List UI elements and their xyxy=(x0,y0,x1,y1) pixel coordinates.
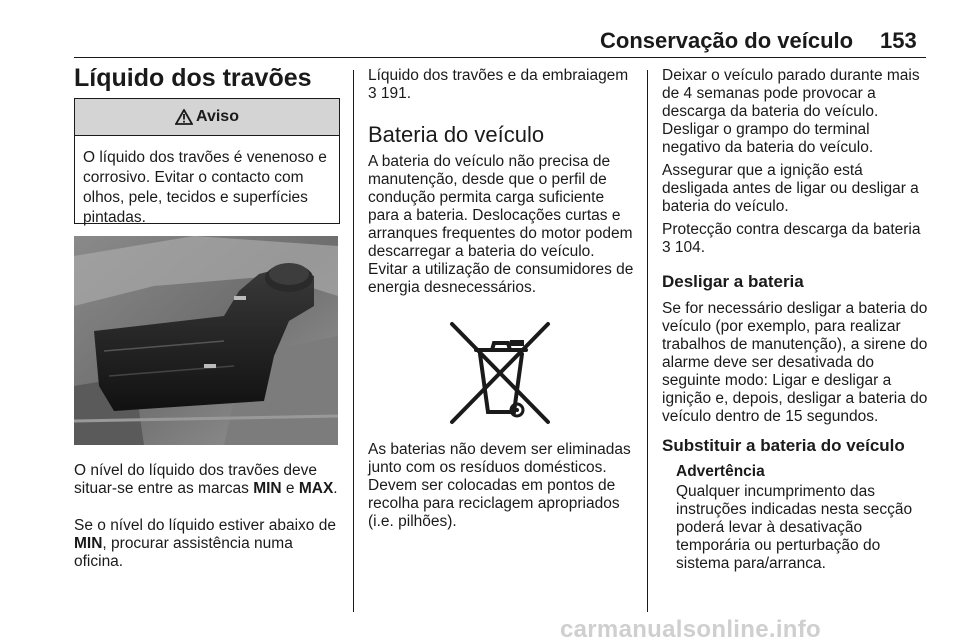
crossed-out-wheelie-bin-icon xyxy=(448,320,554,428)
column-divider xyxy=(647,70,648,612)
page-reference-link[interactable]: 3 191. xyxy=(368,85,412,102)
column-divider xyxy=(353,70,354,612)
watermark: carmanualsonline.info xyxy=(560,616,822,643)
warning-header xyxy=(75,99,339,136)
discharge-protection-paragraph xyxy=(662,221,930,257)
ignition-paragraph: Assegurar que a ignição está desligada antes de ligar ou desligar a bateria do veículo. xyxy=(662,162,919,215)
parked-vehicle-paragraph: Deixar o veículo parado durante mais de 4 semanas pode provocar a descarga da bateria do veículo. Desligar o grampo do terminal negativo da bateria do veículo. xyxy=(662,67,920,156)
disconnect-battery-paragraph: Se for necessário desligar a bateria do veículo (por exemplo, para realizar trabalhos de manutenção), a sirene do alarme deve ser desativada do seguinte modo: Ligar e desligar a ignição e, depois, desligar a bateria do veículo dentro de 15 segundos. xyxy=(662,300,928,425)
text-span: Se o nível do líquido estiver abaixo de xyxy=(74,517,336,534)
min-mark-label: MIN xyxy=(74,535,103,552)
text-span: O nível do líquido dos travões deve situar-se entre as marcas xyxy=(74,462,317,497)
warning-heading: Aviso xyxy=(196,108,239,125)
low-level-paragraph xyxy=(74,517,342,571)
section-title: Líquido dos travões xyxy=(74,64,312,92)
disconnect-battery-heading: Desligar a bateria xyxy=(662,272,804,291)
text-span: Protecção contra descarga da bateria xyxy=(662,221,921,238)
brake-fluid-reservoir-photo xyxy=(74,236,338,445)
fluid-reference-paragraph xyxy=(368,67,636,103)
warning-box xyxy=(74,98,340,224)
running-header-title: Conservação do veículo xyxy=(600,28,854,53)
notice-heading: Advertência xyxy=(676,463,765,480)
page-reference-link[interactable]: 3 104. xyxy=(662,239,706,256)
battery-disposal-paragraph: As baterias não devem ser eliminadas junto com os resíduos domésticos. Devem ser colocadas em pontos de recolha para reciclagem apropriados (i.e. pilhões). xyxy=(368,441,631,530)
text-span: Líquido dos travões e da embraiagem xyxy=(368,67,629,84)
text-span: e xyxy=(281,480,299,497)
min-mark-label: MIN xyxy=(253,480,282,497)
replace-battery-heading: Substituir a bateria do veículo xyxy=(662,436,905,455)
notice-text: Qualquer incumprimento das instruções indicadas nesta secção poderá levar à desativação temporária ou perturbação do sistema para/arranca. xyxy=(676,483,913,572)
text-span: , procurar assistência numa oficina. xyxy=(74,535,293,570)
warning-text: O líquido dos travões é venenoso e corrosivo. Evitar o contacto com olhos, pele, tecidos e superfícies pintadas. xyxy=(83,149,327,226)
text-span: . xyxy=(333,480,338,497)
page-number: 153 xyxy=(880,28,917,53)
battery-heading: Bateria do veículo xyxy=(368,122,545,147)
header-rule xyxy=(74,57,926,58)
battery-maintenance-paragraph: A bateria do veículo não precisa de manutenção, desde que o perfil de condução permita carga suficiente para a bateria. Deslocações curtas e arranques frequentes do motor podem descarregar a bateria do veículo. Evitar a utilização de consumidores de energia desnecessários. xyxy=(368,153,634,296)
warning-triangle-icon xyxy=(175,109,193,125)
max-mark-label: MAX xyxy=(298,480,334,497)
brake-fluid-level-paragraph xyxy=(74,462,342,498)
